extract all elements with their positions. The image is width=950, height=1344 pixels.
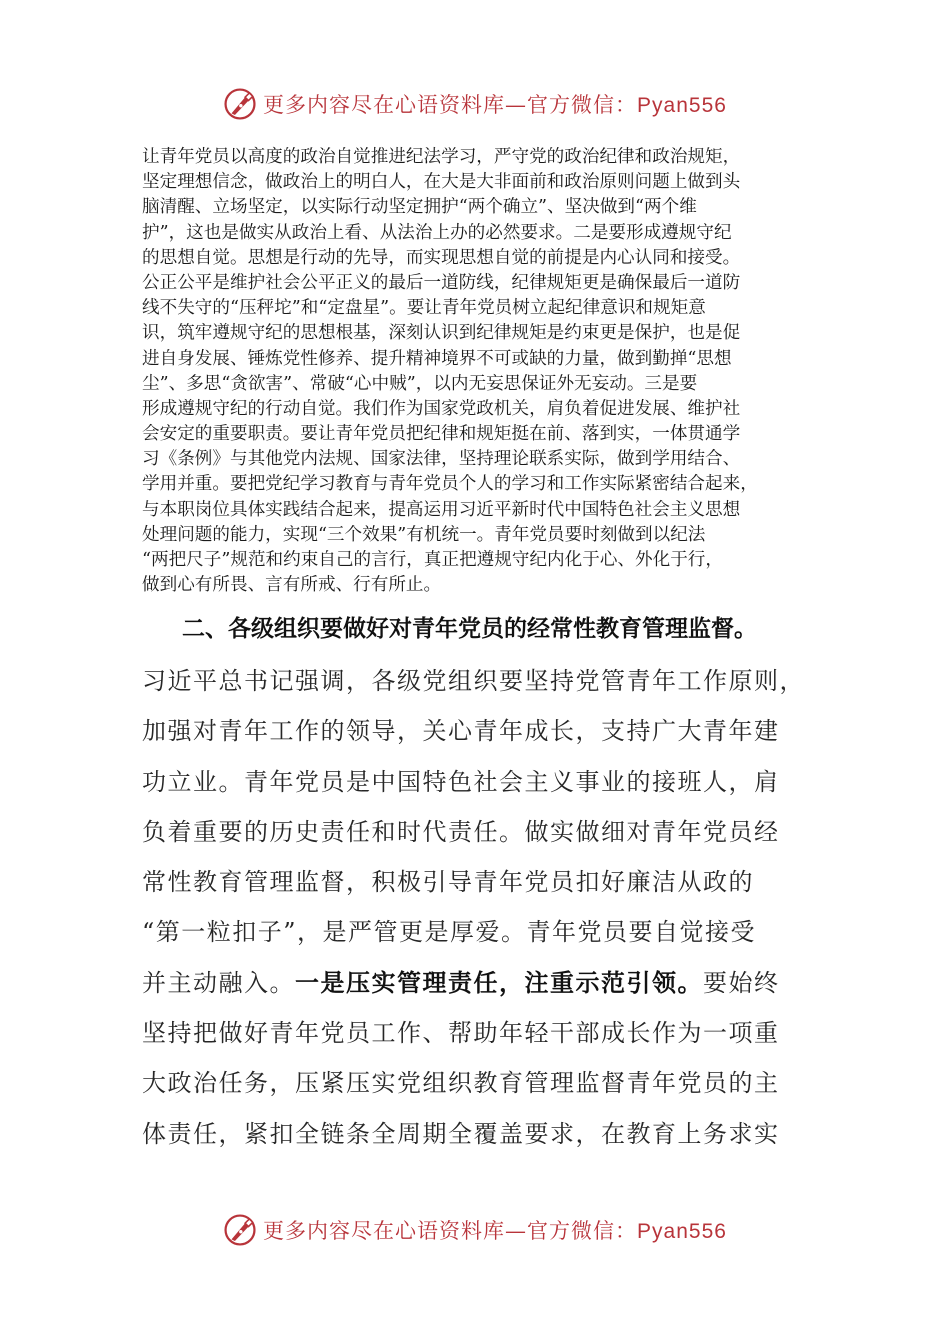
text-line: 做到心有所畏、言有所戒、行有所止。 bbox=[142, 575, 442, 596]
text-line: 公正公平是维护社会公平正义的最后一道防线，纪律规矩更是确保最后一道防 bbox=[142, 272, 741, 293]
footer-watermark-banner bbox=[0, 1210, 950, 1250]
text-line: 的思想自觉。思想是行动的先导，而实现思想自觉的前提是内心认同和接受。 bbox=[142, 247, 741, 268]
text-line: 脑清醒、立场坚定，以实际行动坚定拥护“两个确立”、坚决做到“两个维 bbox=[142, 197, 697, 218]
watermark-text: 更多内容尽在心语资料库—官方微信：Pyan556 bbox=[263, 93, 727, 117]
text-line: 护”，这也是做实从政治上看、从法治上办的必然要求。二是要形成遵规守纪 bbox=[142, 222, 732, 243]
text-line: 识，筑牢遵规守纪的思想根基，深刻认识到纪律规矩是约束更是保护，也是促 bbox=[142, 323, 741, 344]
text-line: 体责任，紧扣全链条全周期全覆盖要求，在教育上务求实 bbox=[142, 1119, 780, 1148]
text-line: 形成遵规守纪的行动自觉。我们作为国家党政机关，肩负着促进发展、维护社 bbox=[142, 398, 741, 419]
text-line: 功立业。青年党员是中国特色社会主义事业的接班人，肩 bbox=[142, 767, 780, 796]
text-line: 会安定的重要职责。要让青年党员把纪律和规矩挺在前、落到实，一体贯通学 bbox=[142, 424, 741, 445]
pen-nib-logo-icon bbox=[223, 1213, 257, 1247]
text-run: 并主动融入。 bbox=[142, 968, 295, 997]
text-line: “第一粒扣子”，是严管更是厚爱。青年党员要自觉接受 bbox=[142, 918, 757, 947]
text-line: 进自身发展、锤炼党性修养、提升精神境界不可或缺的力量，做到勤掸“思想 bbox=[142, 348, 732, 369]
text-line: 学用并重。要把党纪学习教育与青年党员个人的学习和工作实际紧密结合起来， bbox=[142, 474, 758, 495]
text-line: 习《条例》与其他党内法规、国家法律，坚持理论联系实际，做到学用结合、 bbox=[142, 449, 741, 470]
text-line: 习近平总书记强调，各级党组织要坚持党管青年工作原则， bbox=[142, 667, 805, 695]
text-line: 坚定理想信念，做政治上的明白人，在大是大非面前和政治原则问题上做到头 bbox=[142, 172, 741, 193]
pen-nib-logo-icon bbox=[223, 87, 257, 121]
text-line: 负着重要的历史责任和时代责任。做实做细对青年党员经 bbox=[142, 817, 780, 846]
text-line: 尘”、多思“贪欲害”、常破“心中贼”，以内无妄思保证外无妄动。三是要 bbox=[142, 373, 698, 394]
bold-subheading: 一是压实管理责任，注重示范引领。 bbox=[295, 967, 703, 997]
text-line: 线不失守的“压秤坨”和“定盘星”。要让青年党员树立起纪律意识和规矩意 bbox=[142, 298, 706, 319]
text-line-with-bold bbox=[142, 958, 802, 1008]
text-line: 处理问题的能力，实现“三个效果”有机统一。青年党员要时刻做到以纪法 bbox=[142, 524, 706, 545]
paragraph-continued bbox=[142, 145, 810, 598]
section-heading: 二、各级组织要做好对青年党员的经常性教育管理监督。 bbox=[182, 615, 757, 642]
text-run: 要始终 bbox=[703, 968, 780, 997]
text-line: 坚持把做好青年党员工作、帮助年轻干部成长作为一项重 bbox=[142, 1019, 780, 1048]
text-line: 常性教育管理监督，积极引导青年党员扣好廉洁从政的 bbox=[142, 868, 754, 897]
text-line: “两把尺子”规范和约束自己的言行，真正把遵规守纪内化于心、外化于行， bbox=[142, 550, 723, 570]
section-body-paragraph bbox=[142, 656, 805, 1159]
watermark-text: 更多内容尽在心语资料库—官方微信：Pyan556 bbox=[263, 1219, 727, 1243]
text-line: 加强对青年工作的领导，关心青年成长，支持广大青年建 bbox=[142, 717, 780, 746]
text-line: 让青年党员以高度的政治自觉推进纪法学习，严守党的政治纪律和政治规矩， bbox=[142, 147, 741, 167]
text-line: 与本职岗位具体实践结合起来，提高运用习近平新时代中国特色社会主义思想 bbox=[142, 499, 741, 520]
text-line: 大政治任务，压紧压实党组织教育管理监督青年党员的主 bbox=[142, 1069, 780, 1098]
header-watermark-banner bbox=[0, 84, 950, 124]
